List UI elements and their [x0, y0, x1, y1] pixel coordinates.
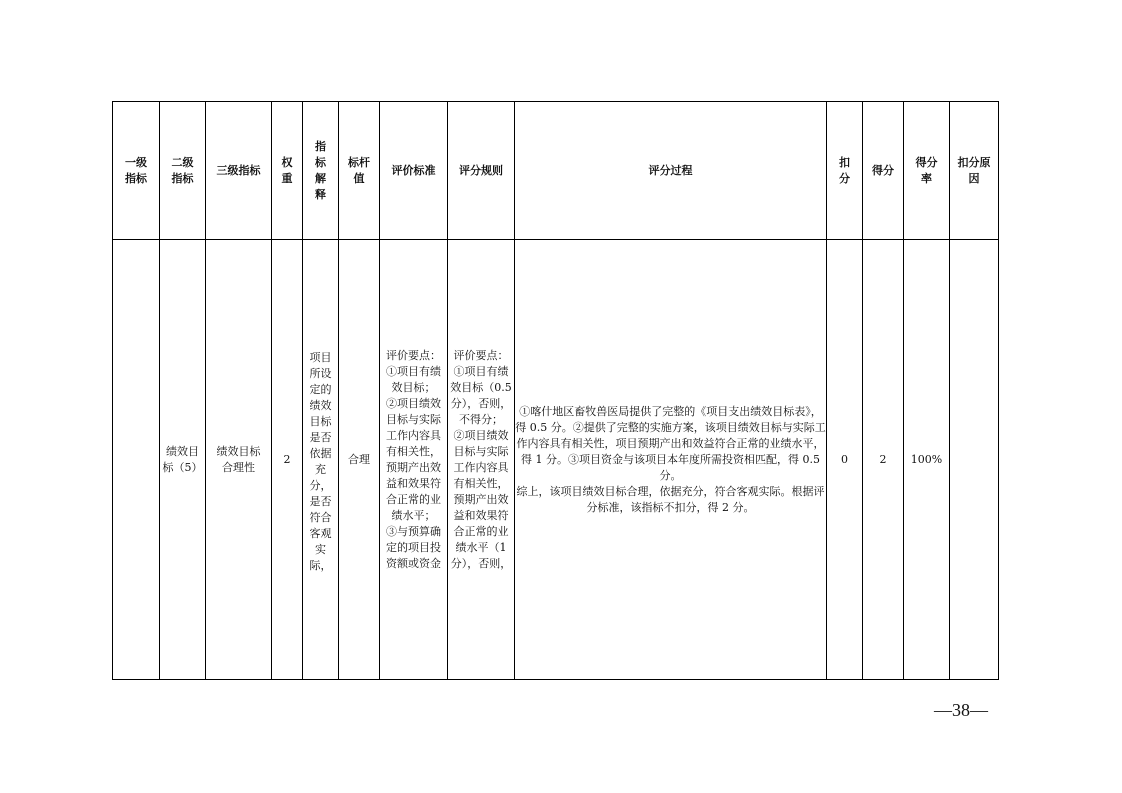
header-level2: 二级 指标 — [160, 102, 206, 240]
table-header-row — [113, 102, 999, 240]
evaluation-table — [112, 101, 999, 680]
cell-score: 2 — [863, 240, 904, 680]
header-score: 得分 — [863, 102, 904, 240]
cell-benchmark: 合理 — [339, 240, 380, 680]
header-level3: 三级指标 — [206, 102, 272, 240]
table-row — [113, 240, 999, 680]
cell-criteria: 评价要点： ①项目有绩 效目标； ②项目绩效 目标与实际 工作内容具 有相关性， 预期产出效 益和效果符 合正常的业 绩水平； ③与预算确 定的项目投 资额或资金 — [380, 240, 448, 680]
header-rate: 得分 率 — [904, 102, 950, 240]
cell-reason — [950, 240, 999, 680]
cell-explanation: 项目 所设 定的 绩效 目标 是否 依据 充 分， 是否 符合 客观 实 际， — [303, 240, 339, 680]
header-rules: 评分规则 — [448, 102, 515, 240]
header-explanation: 指 标 解 释 — [303, 102, 339, 240]
header-level1: 一级 指标 — [113, 102, 160, 240]
header-benchmark: 标杆 值 — [339, 102, 380, 240]
cell-level2: 绩效目 标（5） — [160, 240, 206, 680]
header-deduction: 扣 分 — [827, 102, 863, 240]
page-number: —38— — [934, 700, 988, 720]
cell-level3: 绩效目标 合理性 — [206, 240, 272, 680]
cell-process: ①喀什地区畜牧兽医局提供了完整的《项目支出绩效目标表》， 得 0.5 分。②提供了完整的实施方案，该项目绩效目标与实际工 作内容具有相关性，项目预期产出和效益符合正常的业绩水平， 得 1 分。③项目资金与该项目本年度所需投资相匹配，得 0.5 分。 综上，该项目绩效目标合理，依据充分，符合客观实际。根据评 分标准，该指标不扣分，得 2 分。 — [515, 240, 827, 680]
cell-rate: 100% — [904, 240, 950, 680]
cell-level1 — [113, 240, 160, 680]
cell-weight: 2 — [272, 240, 303, 680]
header-weight: 权 重 — [272, 102, 303, 240]
header-process: 评分过程 — [515, 102, 827, 240]
header-reason: 扣分原 因 — [950, 102, 999, 240]
cell-rules: 评价要点： ①项目有绩 效目标（0.5 分），否则， 不得分； ②项目绩效 目标与实际 工作内容具 有相关性， 预期产出效 益和效果符 合正常的业 绩水平（1 分），否则， — [448, 240, 515, 680]
header-criteria: 评价标准 — [380, 102, 448, 240]
cell-deduction: 0 — [827, 240, 863, 680]
